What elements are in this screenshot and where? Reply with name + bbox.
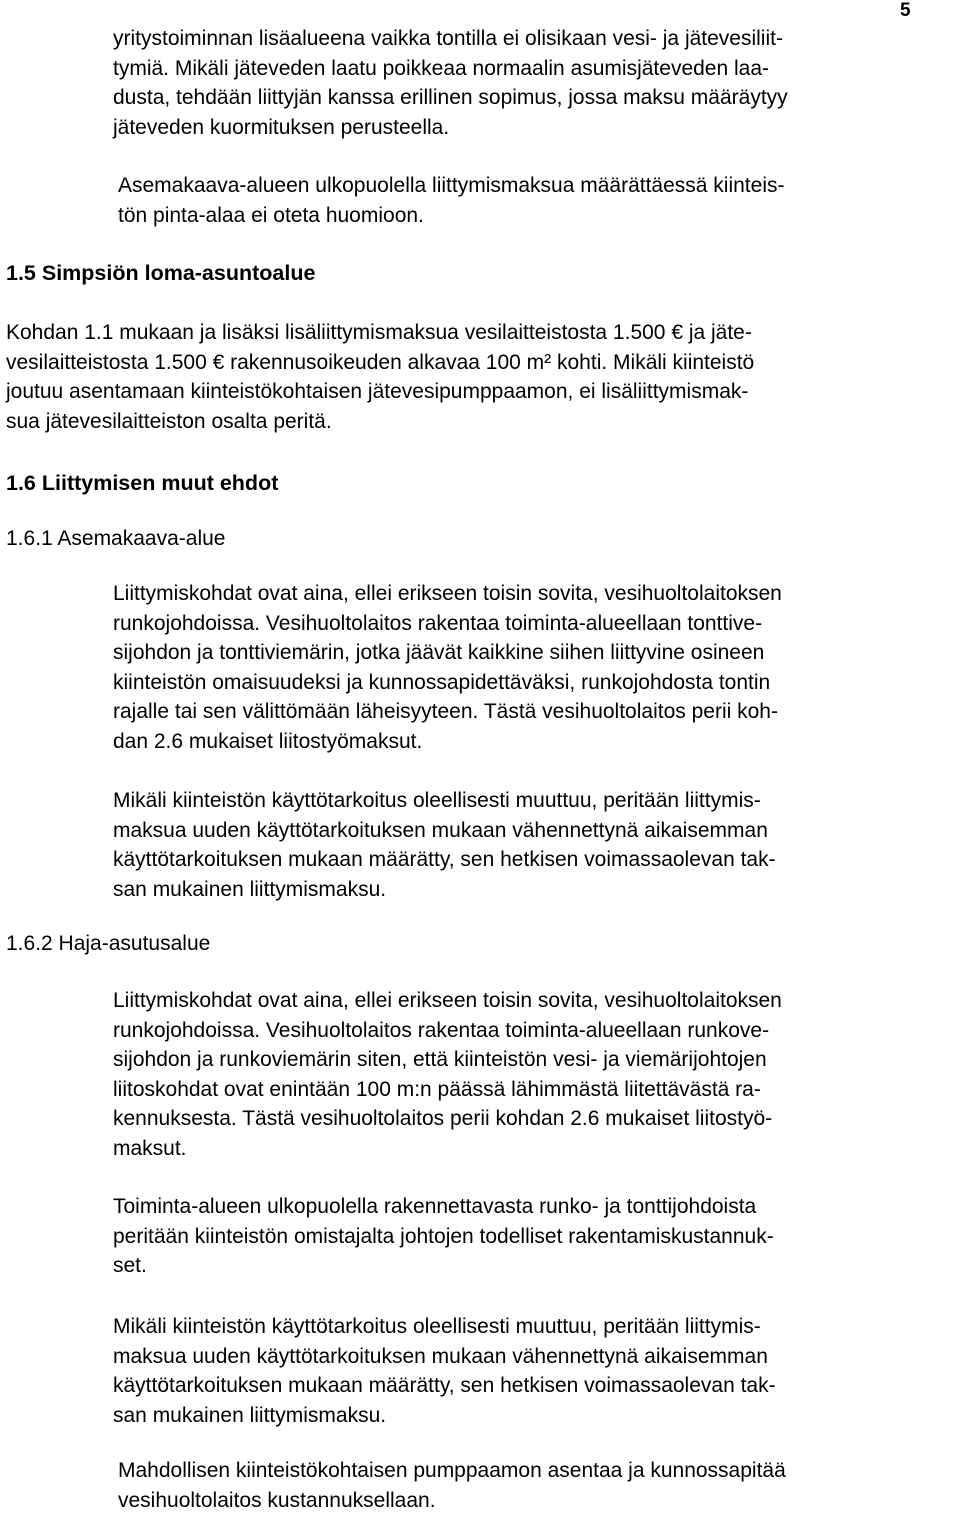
text-line: Mahdollisen kiinteistökohtaisen pumppaamon asentaa ja kunnossapitää	[118, 1456, 960, 1486]
text-line: Liittymiskohdat ovat aina, ellei erikseen toisin sovita, vesihuoltolaitoksen	[113, 579, 960, 609]
text-line: maksua uuden käyttötarkoituksen mukaan vähennettynä aikaisemman	[113, 1342, 960, 1372]
paragraph-1-6-1-a	[113, 579, 960, 756]
paragraph-1-6-2-d	[118, 1456, 960, 1515]
subsection-heading-1-6-1: 1.6.1 Asemakaava-alue	[6, 524, 225, 554]
text-line: Asemakaava-alueen ulkopuolella liittymismaksua määrättäessä kiinteis-	[118, 171, 960, 201]
text-line: käyttötarkoituksen mukaan määrätty, sen hetkisen voimassaolevan tak-	[113, 1371, 960, 1401]
text-line: vesihuoltolaitos kustannuksellaan.	[118, 1486, 960, 1515]
paragraph-top	[113, 24, 960, 142]
text-line: runkojohdoissa. Vesihuoltolaitos rakentaa toiminta-alueellaan runkove-	[113, 1016, 960, 1046]
text-line: san mukainen liittymismaksu.	[113, 875, 960, 905]
text-line: käyttötarkoituksen mukaan määrätty, sen hetkisen voimassaolevan tak-	[113, 845, 960, 875]
text-line: runkojohdoissa. Vesihuoltolaitos rakentaa toiminta-alueellaan tonttive-	[113, 609, 960, 639]
text-line: vesilaitteistosta 1.500 € rakennusoikeuden alkavaa 100 m² kohti. Mikäli kiinteistö	[6, 348, 960, 378]
text-line: joutuu asentamaan kiinteistökohtaisen jätevesipumppaamon, ei lisäliittymismak-	[6, 377, 960, 407]
section-heading-1-5: 1.5 Simpsiön loma-asuntoalue	[6, 259, 315, 289]
text-line: kiinteistön omaisuudeksi ja kunnossapidettäväksi, runkojohdosta tontin	[113, 668, 960, 698]
text-line: dan 2.6 mukaiset liitostyömaksut.	[113, 727, 960, 757]
paragraph-1-6-2-a	[113, 986, 960, 1163]
paragraph-asemakaava	[118, 171, 960, 230]
page-number: 5	[900, 0, 911, 26]
paragraph-1-6-1-b	[113, 786, 960, 904]
text-line: sijohdon ja tonttiviemärin, jotka jäävät kaikkine siihen liittyvine osineen	[113, 638, 960, 668]
text-line: dusta, tehdään liittyjän kanssa erillinen sopimus, jossa maksu määräytyy	[113, 83, 960, 113]
text-line: sua jätevesilaitteiston osalta peritä.	[6, 407, 960, 437]
text-line: maksut.	[113, 1134, 960, 1164]
text-line: peritään kiinteistön omistajalta johtojen todelliset rakentamiskustannuk-	[113, 1222, 960, 1252]
text-line: Toiminta-alueen ulkopuolella rakennettavasta runko- ja tonttijohdoista	[113, 1192, 960, 1222]
paragraph-1-6-2-b	[113, 1192, 960, 1281]
text-line: tön pinta-alaa ei oteta huomioon.	[118, 201, 960, 231]
text-line: maksua uuden käyttötarkoituksen mukaan vähennettynä aikaisemman	[113, 816, 960, 846]
text-line: tymiä. Mikäli jäteveden laatu poikkeaa normaalin asumisjäteveden laa-	[113, 54, 960, 84]
text-line: jäteveden kuormituksen perusteella.	[113, 113, 960, 143]
text-line: set.	[113, 1251, 960, 1281]
text-line: Kohdan 1.1 mukaan ja lisäksi lisäliittymismaksua vesilaitteistosta 1.500 € ja jäte-	[6, 318, 960, 348]
section-heading-1-6: 1.6 Liittymisen muut ehdot	[6, 469, 278, 499]
subsection-heading-1-6-2: 1.6.2 Haja-asutusalue	[6, 929, 210, 959]
text-line: liitoskohdat ovat enintään 100 m:n päässä lähimmästä liitettävästä ra-	[113, 1075, 960, 1105]
text-line: rajalle tai sen välittömään läheisyyteen. Tästä vesihuoltolaitos perii koh-	[113, 697, 960, 727]
text-line: Mikäli kiinteistön käyttötarkoitus oleellisesti muuttuu, peritään liittymis-	[113, 786, 960, 816]
paragraph-1-5	[6, 318, 960, 436]
text-line: sijohdon ja runkoviemärin siten, että kiinteistön vesi- ja viemärijohtojen	[113, 1045, 960, 1075]
paragraph-1-6-2-c	[113, 1312, 960, 1430]
text-line: yritystoiminnan lisäalueena vaikka tontilla ei olisikaan vesi- ja jätevesiliit-	[113, 24, 960, 54]
text-line: Liittymiskohdat ovat aina, ellei erikseen toisin sovita, vesihuoltolaitoksen	[113, 986, 960, 1016]
text-line: kennuksesta. Tästä vesihuoltolaitos perii kohdan 2.6 mukaiset liitostyö-	[113, 1104, 960, 1134]
text-line: Mikäli kiinteistön käyttötarkoitus oleellisesti muuttuu, peritään liittymis-	[113, 1312, 960, 1342]
text-line: san mukainen liittymismaksu.	[113, 1401, 960, 1431]
